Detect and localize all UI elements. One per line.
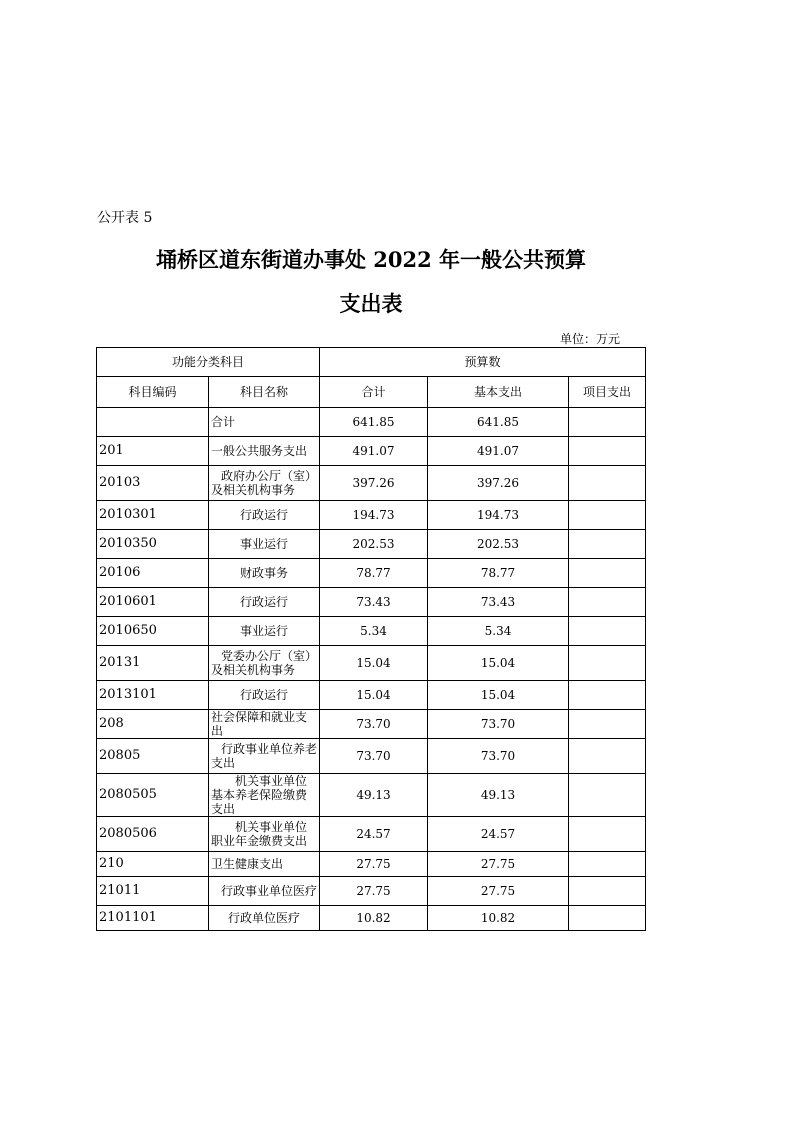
row-name: 行政运行	[209, 681, 320, 710]
row-total: 15.04	[320, 681, 428, 710]
row-code: 2080505	[97, 774, 209, 817]
row-basic: 491.07	[428, 437, 569, 466]
table-row	[97, 466, 646, 501]
table-row	[97, 817, 646, 852]
row-total: 10.82	[320, 906, 428, 931]
table-row	[97, 852, 646, 877]
row-project	[569, 774, 646, 817]
row-project	[569, 466, 646, 501]
row-basic: 397.26	[428, 466, 569, 501]
table-row	[97, 408, 646, 437]
row-basic: 15.04	[428, 681, 569, 710]
unit-label: 单位：万元	[560, 332, 621, 346]
row-code: 21011	[97, 877, 209, 906]
row-name: 行政运行	[209, 501, 320, 530]
page-title-line2: 支出表	[339, 291, 403, 316]
row-total: 78.77	[320, 559, 428, 588]
row-basic: 202.53	[428, 530, 569, 559]
row-name: 机关事业单位职业年金缴费支出	[209, 817, 320, 852]
row-code: 210	[97, 852, 209, 877]
table-row	[97, 646, 646, 681]
row-project	[569, 646, 646, 681]
row-basic: 24.57	[428, 817, 569, 852]
row-total: 15.04	[320, 646, 428, 681]
row-total: 73.70	[320, 739, 428, 774]
table-row	[97, 710, 646, 739]
table-row	[97, 877, 646, 906]
row-basic: 5.34	[428, 617, 569, 646]
row-total: 27.75	[320, 852, 428, 877]
row-project	[569, 906, 646, 931]
row-project	[569, 710, 646, 739]
table-number-label: 公开表 5	[97, 210, 153, 226]
col-header-total: 合计	[320, 377, 428, 408]
table-row	[97, 559, 646, 588]
row-name: 行政事业单位养老支出	[209, 739, 320, 774]
header-row	[97, 377, 646, 408]
budget-table	[96, 347, 646, 931]
row-total: 491.07	[320, 437, 428, 466]
row-name: 机关事业单位基本养老保险缴费支出	[209, 774, 320, 817]
row-basic: 73.70	[428, 710, 569, 739]
row-name: 事业运行	[209, 530, 320, 559]
table-row	[97, 501, 646, 530]
row-name: 政府办公厅（室）及相关机构事务	[209, 466, 320, 501]
col-header-code: 科目编码	[97, 377, 209, 408]
page-title: 埇桥区道东街道办事处 2022 年一般公共预算	[155, 247, 587, 272]
header-group-functional: 功能分类科目	[97, 348, 320, 377]
header-group-row	[97, 348, 646, 377]
row-basic: 73.70	[428, 739, 569, 774]
row-basic: 641.85	[428, 408, 569, 437]
table-row	[97, 437, 646, 466]
row-project	[569, 530, 646, 559]
row-project	[569, 817, 646, 852]
col-header-project: 项目支出	[569, 377, 646, 408]
row-total: 24.57	[320, 817, 428, 852]
row-code: 2010301	[97, 501, 209, 530]
row-project	[569, 877, 646, 906]
row-code: 20131	[97, 646, 209, 681]
row-name: 行政运行	[209, 588, 320, 617]
row-total: 27.75	[320, 877, 428, 906]
row-name: 行政事业单位医疗	[209, 877, 320, 906]
table-row	[97, 906, 646, 931]
row-project	[569, 739, 646, 774]
row-basic: 27.75	[428, 877, 569, 906]
row-basic: 10.82	[428, 906, 569, 931]
row-code: 2080506	[97, 817, 209, 852]
row-name: 一般公共服务支出	[209, 437, 320, 466]
row-project	[569, 617, 646, 646]
row-name: 事业运行	[209, 617, 320, 646]
table-row	[97, 681, 646, 710]
row-name: 党委办公厅（室）及相关机构事务	[209, 646, 320, 681]
row-name: 财政事务	[209, 559, 320, 588]
row-project	[569, 437, 646, 466]
header-group-budget: 预算数	[320, 348, 646, 377]
row-code: 20805	[97, 739, 209, 774]
col-header-basic: 基本支出	[428, 377, 569, 408]
row-name: 卫生健康支出	[209, 852, 320, 877]
row-basic: 73.43	[428, 588, 569, 617]
row-code: 20103	[97, 466, 209, 501]
row-code: 2010350	[97, 530, 209, 559]
row-code: 2013101	[97, 681, 209, 710]
row-code: 20106	[97, 559, 209, 588]
table-row	[97, 530, 646, 559]
col-header-name: 科目名称	[209, 377, 320, 408]
row-name: 社会保障和就业支出	[209, 710, 320, 739]
row-project	[569, 501, 646, 530]
row-total: 73.43	[320, 588, 428, 617]
row-project	[569, 559, 646, 588]
row-total: 73.70	[320, 710, 428, 739]
row-code: 2010601	[97, 588, 209, 617]
row-basic: 78.77	[428, 559, 569, 588]
table-row	[97, 739, 646, 774]
row-project	[569, 852, 646, 877]
row-total: 49.13	[320, 774, 428, 817]
row-code	[97, 408, 209, 437]
row-total: 5.34	[320, 617, 428, 646]
row-basic: 194.73	[428, 501, 569, 530]
row-basic: 49.13	[428, 774, 569, 817]
row-project	[569, 408, 646, 437]
row-total: 202.53	[320, 530, 428, 559]
table-row	[97, 617, 646, 646]
row-basic: 15.04	[428, 646, 569, 681]
row-code: 208	[97, 710, 209, 739]
row-code: 201	[97, 437, 209, 466]
row-code: 2010650	[97, 617, 209, 646]
row-total: 397.26	[320, 466, 428, 501]
row-basic: 27.75	[428, 852, 569, 877]
table-row	[97, 774, 646, 817]
row-project	[569, 681, 646, 710]
row-name: 合计	[209, 408, 320, 437]
row-code: 2101101	[97, 906, 209, 931]
row-name: 行政单位医疗	[209, 906, 320, 931]
table-row	[97, 588, 646, 617]
row-total: 194.73	[320, 501, 428, 530]
row-project	[569, 588, 646, 617]
row-total: 641.85	[320, 408, 428, 437]
